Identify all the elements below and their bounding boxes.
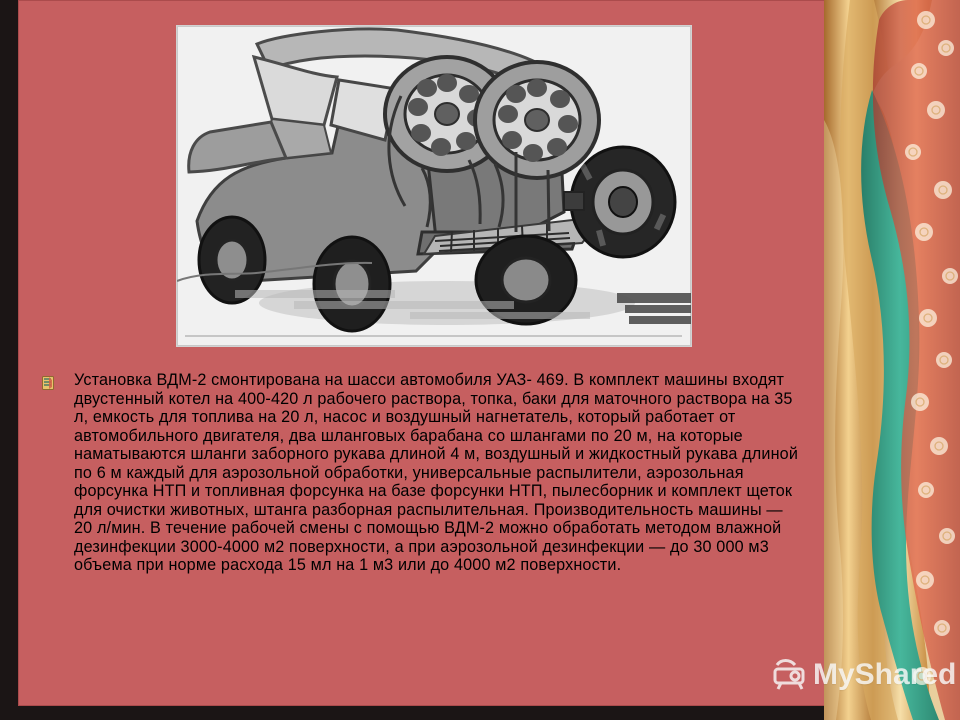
watermark-text: MyShared [813,658,957,691]
vehicle-photo [176,25,692,347]
projector-icon [771,657,811,691]
watermark [771,654,957,696]
slide-body-text: Установка ВДМ-2 смонтирована на шасси автомобиля УАЗ- 469. В комплект машины входят двустенный котел на 400-420 л рабочего раствора, топка, баки для маточного раствора на 35 л, емкость для топлива на 20 л, насос и воздушный нагнетатель, который работает от автомобильного двигателя, два шланговых барабана со шлангами по 20 м, на которые наматываются шланги заборного рукава длиной 4 м, воздушный и жидкостный рукава длиной по 6 м каждый для аэрозольной обработки, универсальные распылители, аэрозольная форсунка НТП и топливная форсунка на базе форсунки НТП, пылесборник и комплект щеток для очистки животных, штанга разборная распылительная. Производительность машины — 20 л/мин. В течение рабочей смены с помощью ВДМ-2 можно обработать методом влажной дезинфекции 3000-4000 м2 поверхности, а при аэрозольной дезинфекции — до 30 000 м3 объема при норме расхода 15 мл на 1 м3 или до 4000 м2 поверхности. [74,371,799,574]
floral-border-art [824,0,960,720]
uaz-dezinfection-vehicle-illustration [177,26,691,346]
bullet-icon [42,376,54,390]
decorative-side-border [824,0,960,720]
